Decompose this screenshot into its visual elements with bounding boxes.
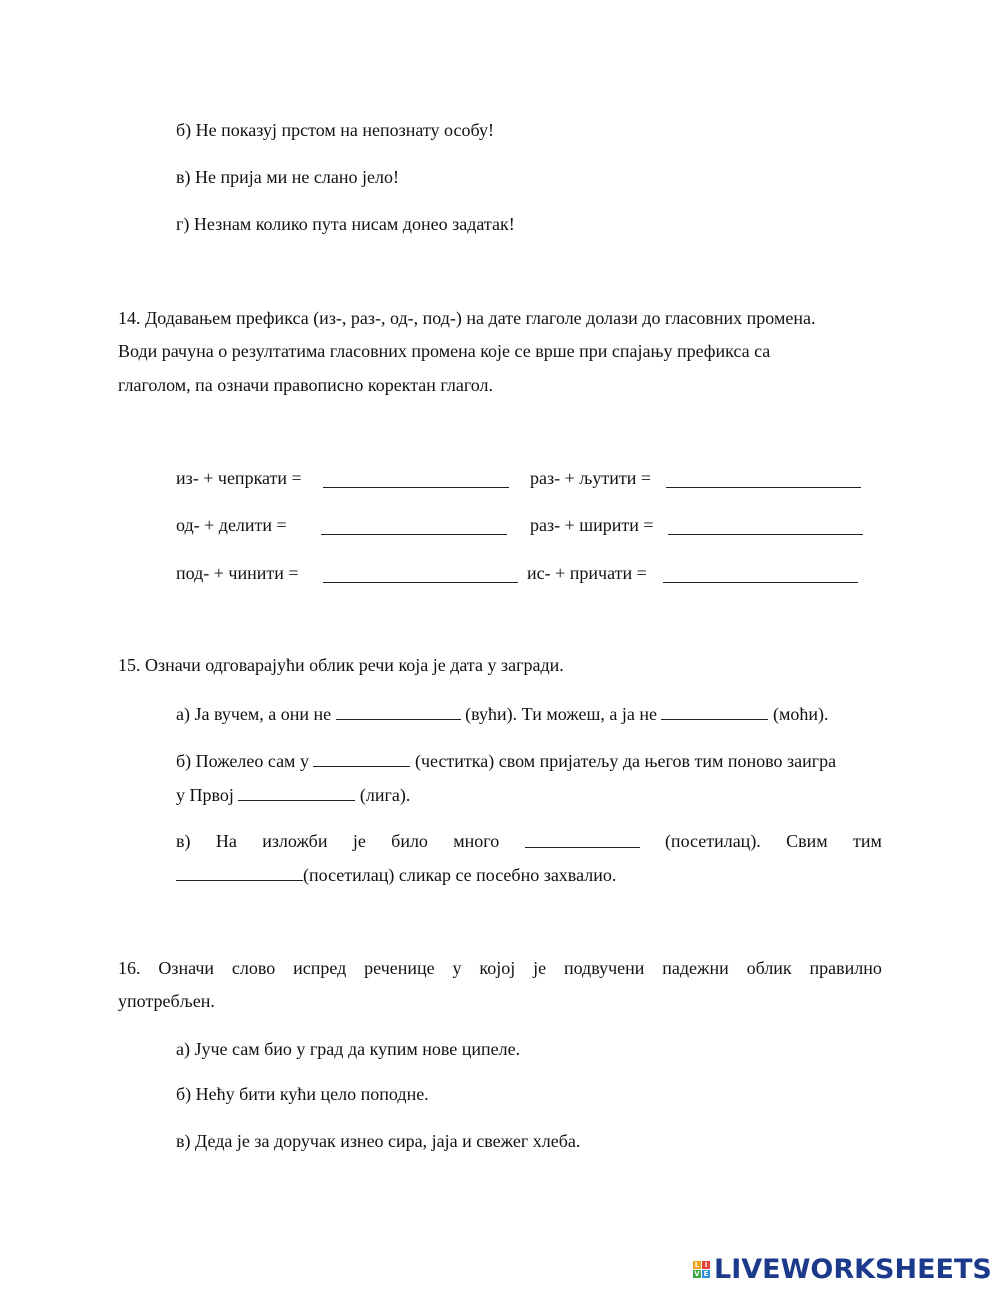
q15-c-word: било [391, 831, 428, 851]
q14-answer-left-2[interactable] [321, 534, 507, 535]
q15-b-blank-2[interactable] [238, 782, 355, 801]
q15-c-text-2: (посетилац) сликар се посебно захвалио. [303, 865, 617, 885]
q15-title: 15. Означи одговарајући облик речи која је дата у загради. [118, 655, 564, 675]
q16-word: облик [746, 958, 792, 978]
q14-intro-line-1: 14. Додавањем префикса (из-, раз-, од-, под-) на дате глаголе долази до гласовних промена. [118, 308, 816, 328]
q15-c-word: в) [176, 831, 191, 851]
q15-a-text-2: (вући). Ти можеш, а ја не [465, 704, 657, 724]
q15-b-blank-1[interactable] [313, 748, 410, 767]
q15-c-word: много [453, 831, 500, 851]
q14-answer-right-2[interactable] [668, 534, 863, 535]
q16-word: испред [293, 958, 347, 978]
q16-word: у [452, 958, 462, 978]
q15-b-text-3: у Првој [176, 785, 234, 805]
q16-item-a[interactable]: а) Јуче сам био у град да купим нове ципеле. [176, 1039, 521, 1059]
q13-item-d: г) Незнам колико пута нисам донео задатак! [176, 214, 515, 234]
q16-word: 16. [118, 958, 141, 978]
q16-word: Означи [158, 958, 215, 978]
q14-right-1: раз- + љутити = [530, 468, 651, 488]
q15-c-word: изложби [262, 831, 328, 851]
q16-word: падежни [662, 958, 729, 978]
q15-c-blank-2[interactable] [176, 862, 303, 881]
q15-c-word: На [215, 831, 237, 851]
q15-c-word: тим [853, 831, 882, 851]
q15-a-blank-1[interactable] [336, 701, 461, 720]
q15-c-word: је [352, 831, 366, 851]
liveworksheets-logo-icon: L I V E [694, 1260, 709, 1278]
q16-title-line-2: употребљен. [118, 991, 215, 1011]
q15-item-b-line-2 [176, 782, 410, 807]
q14-answer-right-1[interactable] [666, 487, 861, 488]
q15-b-text-2: (честитка) свом пријатељу да његов тим поново заигра [414, 751, 837, 771]
q15-item-b-line-1 [176, 748, 836, 773]
q13-item-b: б) Не показуј прстом на непознату особу! [176, 120, 494, 140]
q15-item-a [176, 701, 828, 726]
q16-word: слово [231, 958, 276, 978]
q14-intro-line-2: Води рачуна о резултатима гласовних промена које се врше при спајању префикса са [118, 341, 771, 361]
q15-item-c-line-1 [176, 829, 882, 853]
q15-item-c-line-2 [176, 862, 616, 887]
liveworksheets-logo [693, 1254, 992, 1284]
q16-word: подвучени [563, 958, 645, 978]
q16-word: правилно [809, 958, 882, 978]
q16-word: реченице [364, 958, 435, 978]
q15-b-text-4: (лига). [359, 785, 411, 805]
q16-item-c[interactable]: в) Деда је за доручак изнео сира, јаја и свежег хлеба. [176, 1131, 581, 1151]
q14-answer-left-1[interactable] [323, 487, 509, 488]
q14-left-1: из- + чепркати = [176, 468, 302, 488]
q16-word: којој [479, 958, 516, 978]
q15-a-text-3: (моћи). [772, 704, 829, 724]
q15-c-word: (посетилац). [664, 831, 761, 851]
q14-right-3: ис- + причати = [527, 563, 647, 583]
q15-c-blank-1[interactable] [525, 829, 640, 848]
liveworksheets-logo-text: LIVEWORKSHEETS [714, 1253, 992, 1285]
q14-left-2: од- + делити = [176, 515, 287, 535]
q14-intro-line-3: глаголом, па означи правописно коректан глагол. [118, 375, 494, 395]
q15-a-blank-2[interactable] [661, 701, 768, 720]
q16-title-line-1 [118, 956, 882, 980]
q15-a-text-1: а) Ја вучем, а они не [176, 704, 332, 724]
q16-word: је [533, 958, 547, 978]
q14-answer-right-3[interactable] [663, 582, 858, 583]
q14-right-2: раз- + ширити = [530, 515, 654, 535]
q14-left-3: под- + чинити = [176, 563, 299, 583]
q13-item-c: в) Не прија ми не слано јело! [176, 167, 399, 187]
q16-item-b[interactable]: б) Нећу бити кући цело поподне. [176, 1084, 429, 1104]
q15-b-text-1: б) Пожелео сам у [176, 751, 309, 771]
q14-answer-left-3[interactable] [323, 582, 518, 583]
q15-c-word: Свим [786, 831, 828, 851]
